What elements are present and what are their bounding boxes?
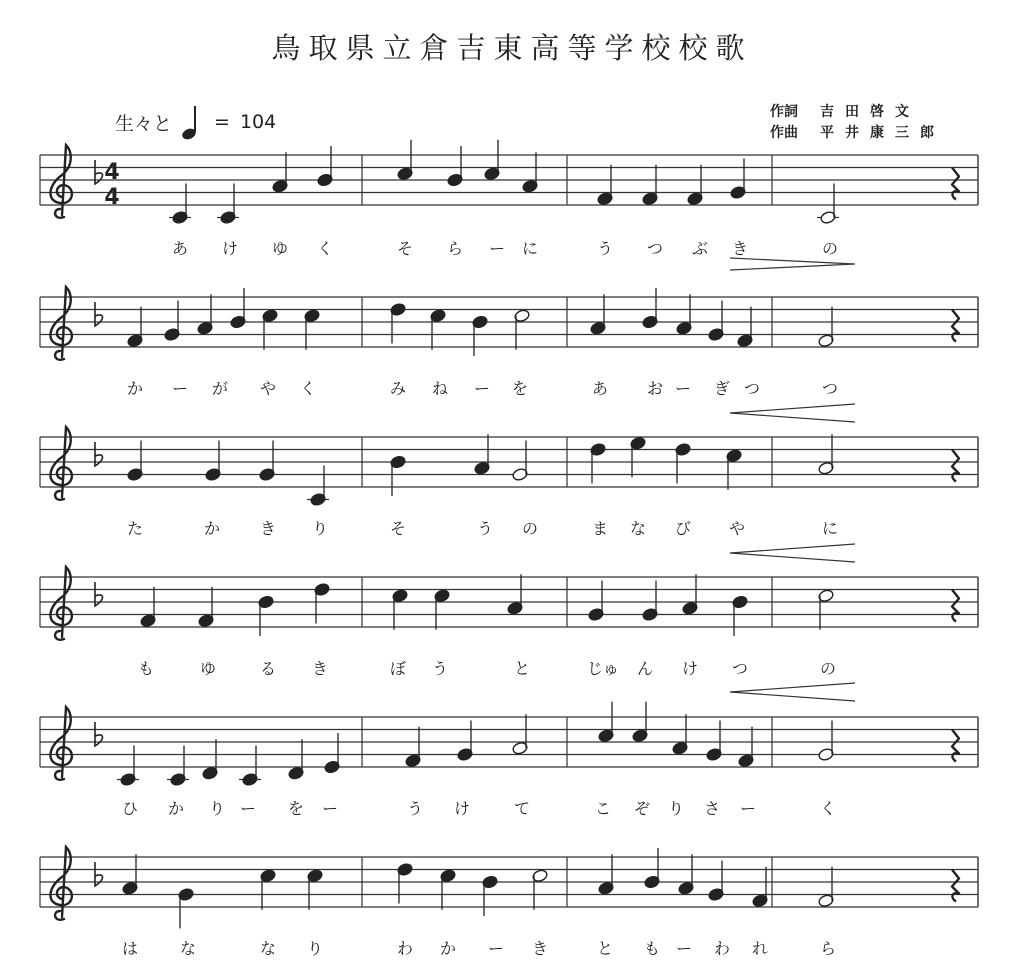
lyric-syllable: ん [636, 659, 654, 678]
lyric-syllable: と [596, 939, 614, 958]
lyric-syllable: ひ [121, 799, 139, 818]
staff-system [40, 140, 978, 225]
lyric-syllable: く [316, 239, 334, 258]
lyric-syllable: ゆ [271, 239, 289, 258]
staff-system [40, 404, 978, 507]
credit-role: 作曲 [770, 125, 798, 141]
treble-clef-icon [50, 427, 71, 500]
lyric-syllable: つ [821, 379, 839, 398]
staff-system [40, 544, 978, 640]
lyric-syllable: び [674, 519, 692, 538]
lyric-syllable: ー [674, 379, 692, 398]
lyric-syllable: や [728, 519, 746, 538]
lyric-line [0, 236, 1024, 260]
lyric-syllable: な [179, 939, 197, 958]
lyric-syllable: つ [646, 239, 664, 258]
quarter-rest-icon [952, 590, 959, 622]
lyric-syllable: り [667, 799, 685, 818]
lyric-syllable: ら [446, 239, 464, 258]
lyric-syllable: に [521, 239, 539, 258]
lyric-syllable: を [287, 799, 305, 818]
treble-clef-icon [50, 847, 71, 920]
lyric-syllable: な [259, 939, 277, 958]
lyric-line [0, 516, 1024, 540]
lyric-syllable: き [531, 939, 549, 958]
lyric-syllable: れ [751, 939, 769, 958]
lyric-syllable: の [819, 659, 837, 678]
lyric-syllable: け [681, 659, 699, 678]
lyric-syllable: そ [389, 519, 407, 538]
lyric-syllable: の [821, 239, 839, 258]
lyric-syllable: ら [819, 939, 837, 958]
lyric-syllable: あ [591, 379, 609, 398]
lyric-syllable: ね [431, 379, 449, 398]
lyric-syllable: ぼ [389, 659, 407, 678]
lyric-syllable: お [646, 379, 664, 398]
treble-clef-icon [50, 287, 71, 360]
lyric-syllable: や [259, 379, 277, 398]
lyric-syllable: ー [473, 379, 491, 398]
lyric-syllable: う [596, 239, 614, 258]
lyric-syllable: ゆ [199, 659, 217, 678]
lyric-syllable: ー [739, 799, 757, 818]
lyric-syllable: て [513, 799, 531, 818]
lyric-syllable: ー [239, 799, 257, 818]
lyric-syllable: き [259, 519, 277, 538]
lyric-syllable: ー [171, 379, 189, 398]
credit-name: 吉田啓文 [820, 104, 920, 120]
lyric-syllable: く [299, 379, 317, 398]
credit-name: 平井康三郎 [820, 125, 945, 141]
lyric-syllable: ー [321, 799, 339, 818]
lyric-syllable: わ [396, 939, 414, 958]
lyric-syllable: ま [591, 519, 609, 538]
lyric-syllable: の [521, 519, 539, 538]
lyric-syllable: た [126, 519, 144, 538]
lyric-syllable: を [511, 379, 529, 398]
quarter-rest-icon [952, 450, 959, 482]
lyric-syllable: か [167, 799, 185, 818]
tempo-text: 生々と [115, 112, 173, 135]
lyric-syllable: つ [743, 379, 761, 398]
treble-clef-icon [50, 567, 71, 640]
song-title: 鳥取県立倉吉東高等学校校歌 [271, 31, 753, 65]
treble-clef-icon [50, 707, 71, 780]
time-signature-bottom: 4 [104, 185, 120, 210]
tempo-equals: = [214, 111, 230, 133]
quarter-rest-icon [952, 168, 959, 200]
lyric-syllable: さ [703, 799, 721, 818]
lyric-syllable: あ [171, 239, 189, 258]
lyric-syllable: く [819, 799, 837, 818]
lyric-syllable: け [453, 799, 471, 818]
lyric-syllable: り [306, 939, 324, 958]
lyric-syllable: う [476, 519, 494, 538]
lyric-syllable: み [389, 379, 407, 398]
lyric-syllable: う [406, 799, 424, 818]
quarter-rest-icon [952, 310, 959, 342]
lyric-syllable: な [629, 519, 647, 538]
lyric-syllable: も [137, 659, 155, 678]
time-signature-top: 4 [104, 160, 120, 185]
lyric-line [0, 936, 1024, 960]
lyric-syllable: う [431, 659, 449, 678]
lyric-syllable: に [821, 519, 839, 538]
lyric-syllable: り [311, 519, 329, 538]
lyric-syllable: じゅ [586, 659, 620, 678]
staff-system [40, 847, 978, 929]
lyric-syllable: か [439, 939, 457, 958]
lyric-syllable: そ [396, 239, 414, 258]
lyric-syllable: と [513, 659, 531, 678]
lyric-line [0, 376, 1024, 400]
lyric-syllable: も [643, 939, 661, 958]
credit-role: 作詞 [770, 104, 798, 120]
lyric-syllable: ー [488, 239, 506, 258]
lyric-syllable: ー [675, 939, 693, 958]
staff-system [40, 683, 978, 787]
lyric-syllable: が [211, 379, 229, 398]
crescendo-hairpin [730, 544, 855, 562]
lyric-syllable: わ [713, 939, 731, 958]
lyric-syllable: か [203, 519, 221, 538]
lyric-syllable: け [221, 239, 239, 258]
quarter-rest-icon [952, 870, 959, 902]
lyric-syllable: る [259, 659, 277, 678]
lyric-syllable: き [731, 239, 749, 258]
crescendo-hairpin [730, 404, 855, 422]
lyric-syllable: ー [487, 939, 505, 958]
lyric-syllable: か [126, 379, 144, 398]
crescendo-hairpin [730, 683, 855, 701]
lyric-syllable: つ [731, 659, 749, 678]
lyric-syllable: き [311, 659, 329, 678]
tempo-bpm: 104 [239, 111, 277, 133]
treble-clef-icon [50, 145, 71, 218]
lyric-line [0, 796, 1024, 820]
lyric-line [0, 656, 1024, 680]
lyric-syllable: り [208, 799, 226, 818]
lyric-syllable: ぎ [713, 379, 731, 398]
quarter-rest-icon [952, 730, 959, 762]
lyric-syllable: ぞ [633, 799, 651, 818]
lyric-syllable: は [121, 939, 139, 958]
lyric-syllable: ぶ [691, 239, 709, 258]
staff-system [40, 258, 978, 360]
lyric-syllable: こ [594, 799, 612, 818]
